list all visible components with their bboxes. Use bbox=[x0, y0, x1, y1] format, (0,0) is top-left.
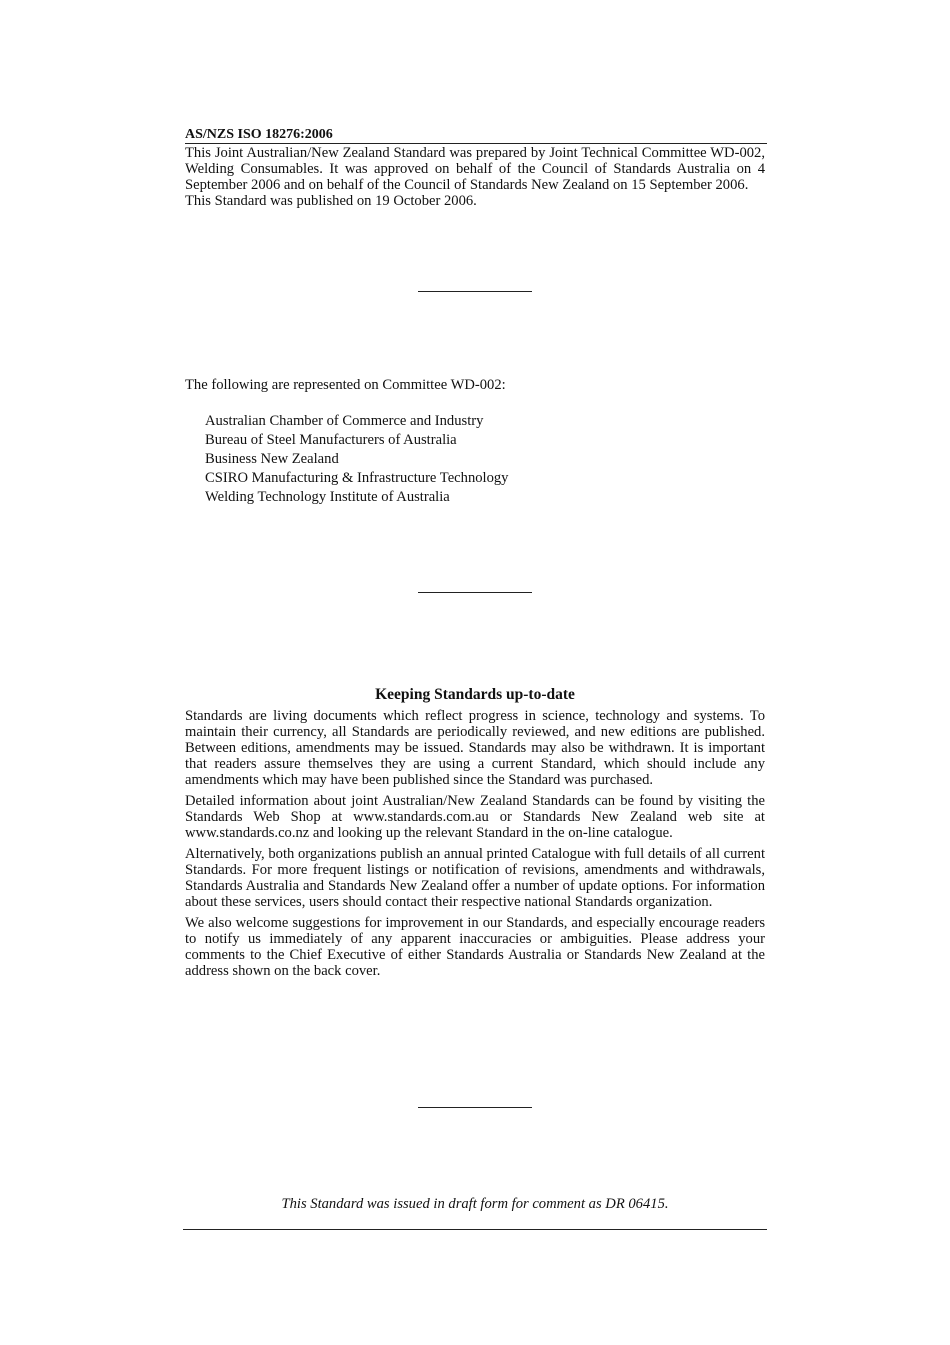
section-divider bbox=[418, 1107, 532, 1108]
approval-paragraph: This Joint Australian/New Zealand Standard was prepared by Joint Technical Committee WD-002, Welding Consumables. It was approved on behalf of the Council of Standards Australia on 4 September 2006 and on behalf of the Council of Standards New Zealand on 15 September 2006. bbox=[185, 145, 765, 193]
footer-rule bbox=[183, 1229, 767, 1230]
body-paragraph: Alternatively, both organizations publish an annual printed Catalogue with full details of all current Standards. For more frequent listings or notification of revisions, amendments and withdrawals, Standards Australia and Standards New Zealand offer a number of update options. For information about these services, users should contact their respective national Standards organization. bbox=[185, 846, 765, 910]
body-paragraph: We also welcome suggestions for improvement in our Standards, and especially encourage readers to notify us immediately of any apparent inaccuracies or ambiguities. Please address your comments to the Chief Executive of either Standards Australia or Standards New Zealand at the address shown on the back cover. bbox=[185, 915, 765, 979]
draft-note: This Standard was issued in draft form for comment as DR 06415. bbox=[281, 1196, 669, 1212]
committee-intro: The following are represented on Committee WD-002: bbox=[185, 377, 506, 393]
list-item: CSIRO Manufacturing & Infrastructure Technology bbox=[205, 470, 509, 486]
body-paragraph: Standards are living documents which reflect progress in science, technology and systems. To maintain their currency, all Standards are periodically reviewed, and new editions are published. Between editions, amendments may be issued. Standards may also be withdrawn. It is important that readers assure themselves they are using a current Standard, which should include any amendments which may have been published since the Standard was purchased. bbox=[185, 708, 765, 788]
approval-statement bbox=[185, 145, 765, 209]
section-heading: Keeping Standards up-to-date bbox=[375, 686, 575, 703]
section-divider bbox=[418, 592, 532, 593]
publication-date-paragraph: This Standard was published on 19 October 2006. bbox=[185, 193, 477, 209]
keeping-up-to-date-body bbox=[185, 708, 765, 984]
list-item: Bureau of Steel Manufacturers of Australia bbox=[205, 432, 457, 448]
document-designation: AS/NZS ISO 18276:2006 bbox=[185, 126, 767, 144]
list-item: Welding Technology Institute of Australia bbox=[205, 489, 450, 505]
body-paragraph: Detailed information about joint Australian/New Zealand Standards can be found by visiting the Standards Web Shop at www.standards.com.au or Standards New Zealand web site at www.standards.co.nz and looking up the relevant Standard in the on-line catalogue. bbox=[185, 793, 765, 841]
committee-member-list bbox=[205, 412, 765, 507]
list-item: Business New Zealand bbox=[205, 451, 339, 467]
list-item: Australian Chamber of Commerce and Industry bbox=[205, 413, 484, 429]
section-divider bbox=[418, 291, 532, 292]
